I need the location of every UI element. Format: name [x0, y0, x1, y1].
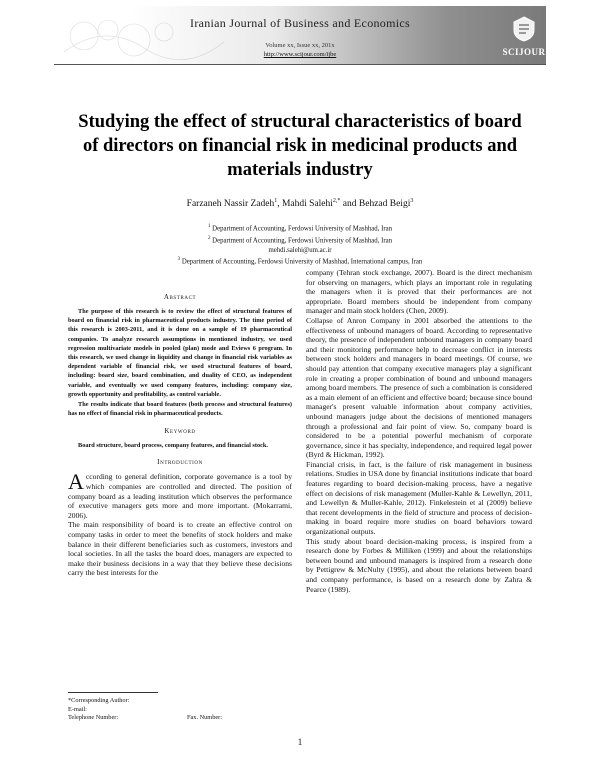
- telephone-label: Telephone Number:: [68, 714, 119, 721]
- intro-text: ccording to general definition, corporate governance is a tool by which companies are controlled and directed. The position of company board as a leading institution which observes the performance of executive managers gets more and more important. (Mokarrami, 2006).: [68, 472, 292, 520]
- corresponding-label: *Corresponding Author:: [68, 697, 130, 704]
- journal-volume: Volume xx, Issue xx, 201x: [265, 42, 335, 49]
- author-affil-sup: 1: [274, 198, 278, 204]
- paper-title: Studying the effect of structural characteristics of board of directors on financial risk in medicinal products and materials industry: [78, 112, 522, 180]
- introduction-heading: Introduction: [157, 458, 203, 467]
- page-number: 1: [297, 737, 303, 747]
- affil-text: Department of Accounting, Ferdowsi University of Mashhad, Iran: [212, 237, 393, 245]
- drop-cap: A: [68, 469, 84, 495]
- abstract-paragraph: The purpose of this research is to review the effect of structural features of board on financial risk in pharmaceutical products industry. The time period of this research is 2003-2011, and it is done on a sample of 19 pharmaceutical companies. To analyze research assumptions in mentioned industry, we used regression multivariate models in pooled (plan) mode and Eviews 6 program. In this research, we used change in liquidity and change in financial risk variables as dependent variable of financial risk, we used structural features of board, including: board size, board combination, and duality of CEO, as independent variable, and eventually we used company features, including: company size, growth opportunity and profitability, as control variable.: [68, 308, 292, 398]
- affil-sup: 3: [177, 257, 181, 263]
- keywords-text: Board structure, board process, company features, and financial stock.: [78, 442, 268, 450]
- publisher-name: SCIJOUR: [502, 47, 546, 57]
- affil-sup: 1: [207, 224, 211, 229]
- publisher-emblem-icon: [512, 16, 536, 42]
- author-name: Behzad Beigi: [358, 199, 411, 210]
- body-paragraph: This study about board decision-making process, is inspired from a research done by Forbes & Milliken (1999) and about the relationships between bound and unbound managers is inspired from a research done by Pettigrew & McNulty (1995), and about the relations between board and company performance, is based on a research done by Zahra & Pearce (1989).: [306, 536, 532, 594]
- footnote-divider: [68, 692, 158, 693]
- corresponding-author-footnote: [68, 697, 292, 723]
- left-column: [68, 293, 292, 578]
- abstract-paragraph: The results indicate that board features (both process and structural features) has no effect of financial risk in pharmaceutical products.: [68, 401, 292, 418]
- affil-text: Department of Accounting, Ferdowsi University of Mashhad, Iran: [212, 225, 393, 233]
- journal-url-link[interactable]: http://www.scijour.com/ijbe: [263, 51, 337, 58]
- fax-label: Fax. Number:: [187, 714, 222, 721]
- abstract: [68, 307, 292, 418]
- affiliation-list: [110, 222, 490, 267]
- affil-text: Department of Accounting, Ferdowsi University of Mashhad, International campus, Iran: [181, 258, 423, 266]
- body-paragraph: Collapse of Anron Company in 2001 absorbed the attentions to the effectiveness of unbound managers of board. According to representative theory, the presence of independent unbound managers in company board and their monitoring performance help to decrease conflict in interests between stock holders and managers in board meetings. Of course, we should pay attention that company executive managers play a significant role in creating a proper combination of bound and unbound managers among board members. The presence of such a combination is considered as a main element of an efficient and effective board; because since bound manager's present valuable information about company activities, unbound managers judge about the decisions of mentioned managers through a professional and fair point of view. So, company board is considered to be a potential powerful mechanism of corporate governance, since it has specialty, independence, and required legal power (Byrd & Hickman, 1992).: [306, 315, 532, 460]
- body-paragraph: Financial crisis, in fact, is the failure of risk management in business relations. Studies in USA done by financial institutions indicate that board features regarding to board decision-making process, have a negative effect on decisions of risk management (Muller-Kahle & Lewellyn, 2011, and Lewellyn & Muller-Kahle, 2012). Finkelestein et al (2009) believe that recent developments in the field of structure and process of decision-making in board require more studies on board behaviors toward organizational outputs.: [306, 459, 532, 537]
- affil-sup: 2: [207, 235, 211, 241]
- author-list: Farzaneh Nassir Zadeh$^1$, Mahdi Salehi$^{2,*}$ and Behzad Beigi$^3$: [186, 198, 414, 210]
- abstract-heading: Abstract: [163, 293, 197, 301]
- author-name: Mahdi Salehi: [281, 199, 333, 210]
- journal-banner: [54, 6, 546, 65]
- publisher-logo: [500, 14, 546, 64]
- keywords-heading: Keyword: [164, 427, 196, 436]
- journal-name: Iranian Journal of Business and Economics: [190, 16, 410, 30]
- email-label: E-mail:: [68, 705, 87, 713]
- author-affil-sup: 2,*: [332, 198, 341, 204]
- affiliation: [110, 234, 490, 246]
- affiliation: [110, 255, 490, 267]
- author-email[interactable]: mehdi.salehi@um.ac.ir: [268, 246, 332, 254]
- body-paragraph: company (Tehran stock exchange, 2007). Board is the direct mechanism for observing on managers, which plays an important role in regulating the managers when it is proved that their performances are not appropriate. Board members should be independent from company manager and main stock holders (Chen, 2009).: [306, 268, 532, 316]
- intro-paragraph: [68, 469, 292, 520]
- affiliation: [110, 222, 490, 234]
- intro-paragraph: The main responsibility of board is to create an effective control on company tasks in order to meet the benefits of stock holders and make balance in their different beneficiaries such as customers, investors and local societies. In all the tasks the board does, managers are expected to make their business decisions in a way that they believe these decisions carry the best interests for the: [68, 520, 292, 578]
- author-affil-sup: 3: [410, 198, 414, 204]
- right-column: [306, 268, 532, 594]
- author-name: Farzaneh Nassir Zadeh: [186, 199, 275, 210]
